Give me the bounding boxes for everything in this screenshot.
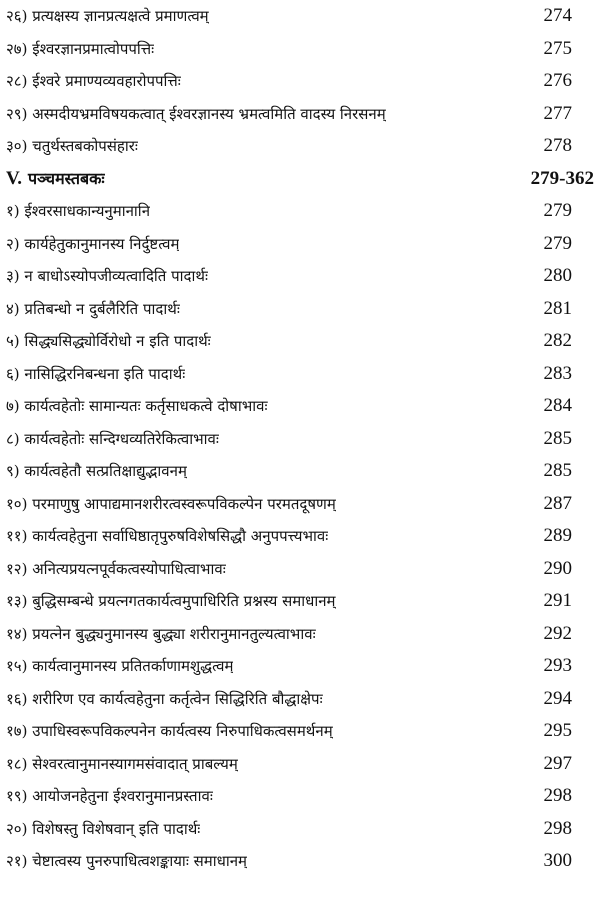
toc-entry-16 xyxy=(0,683,600,716)
toc-entry-page: 290 xyxy=(543,557,572,579)
section-title: पञ्चमस्तबकः xyxy=(28,168,105,188)
toc-entry-title: १३) बुद्धिसम्बन्धे प्रयत्नगतकार्यत्वमुपाधिरिति प्रश्नस्य समाधानम् xyxy=(6,592,336,610)
toc-entry-title: ११) कार्यत्वहेतुना सर्वाधिष्ठातृपुरुषविशेषसिद्धौ अनुपपत्त्यभावः xyxy=(6,527,329,545)
toc-entry-page: 285 xyxy=(543,427,572,449)
toc-entry-title: ८) कार्यत्वहेतोः सन्दिग्धव्यतिरेकित्वाभावः xyxy=(6,429,219,448)
toc-entry-page: 275 xyxy=(543,37,572,59)
toc-entry-title: १७) उपाधिस्वरूपविकल्पनेन कार्यत्वस्य निरुपाधिकत्वसमर्थनम् xyxy=(6,722,333,740)
toc-entry-title: २८) ईश्वरे प्रमाण्यव्यवहारोपपत्तिः xyxy=(6,72,181,90)
toc-entry-page: 289 xyxy=(543,525,572,546)
toc-entry-page: 282 xyxy=(543,330,572,351)
toc-entry-18 xyxy=(0,748,600,781)
toc-entry-5 xyxy=(0,325,600,358)
toc-entry-page: 281 xyxy=(543,297,572,319)
toc-entry-page: 284 xyxy=(543,395,572,416)
toc-entry-8 xyxy=(0,423,600,456)
toc-entry-title: ९) कार्यत्वहेतौ सत्प्रतिक्षाद्युद्भावनम् xyxy=(6,462,187,480)
toc-entry-page: 279 xyxy=(543,232,572,254)
toc-entry-title: १०) परमाणुषु आपाद्यमानशरीरत्वस्वरूपविकल्पेन परमतदूषणम् xyxy=(6,494,336,513)
toc-entry-page: 276 xyxy=(543,70,572,91)
toc-entry-page: 300 xyxy=(543,850,572,871)
toc-entry-page: 293 xyxy=(543,655,572,676)
toc-entry-page: 287 xyxy=(543,492,572,514)
toc-entry-page: 298 xyxy=(543,785,572,806)
toc-entry-6 xyxy=(0,358,600,391)
toc-entry-17 xyxy=(0,715,600,748)
toc-entry-13 xyxy=(0,585,600,618)
section-title-group xyxy=(6,163,105,196)
toc-entry-page: 274 xyxy=(543,5,572,26)
toc-entry-1 xyxy=(0,195,600,228)
toc-entry-29 xyxy=(0,98,600,131)
toc-entry-title: २१) चेष्टात्वस्य पुनरुपाधित्वशङ्कायाः समाधानम् xyxy=(6,852,248,870)
toc-entry-title: १) ईश्वरसाधकान्यनुमानानि xyxy=(6,202,151,220)
toc-entry-7 xyxy=(0,390,600,423)
toc-entry-title: २९) अस्मदीयभ्रमविषयकत्वात् ईश्वरज्ञानस्य भ्रमत्वमिति वादस्य निरसनम् xyxy=(6,104,386,123)
toc-entry-title: ३) न बाधोऽस्योपजीव्यत्वादिति पादार्थः xyxy=(6,267,208,285)
toc-entry-title: १८) सेश्वरत्वानुमानस्यागमसंवादात् प्राबल्यम् xyxy=(6,754,238,773)
toc-entry-title: १९) आयोजनहेतुना ईश्वरानुमानप्रस्तावः xyxy=(6,787,213,805)
toc-entry-title: १२) अनित्यप्रयत्नपूर्वकत्वस्योपाधित्वाभावः xyxy=(6,559,226,578)
toc-entry-4 xyxy=(0,293,600,326)
toc-entry-26 xyxy=(0,0,600,33)
toc-entry-27 xyxy=(0,33,600,66)
section-page-range: 279-362 xyxy=(530,167,594,189)
toc-entry-page: 292 xyxy=(543,622,572,644)
toc-entry-title: २०) विशेषस्तु विशेषवान् इति पादार्थः xyxy=(6,819,201,838)
toc-entry-15 xyxy=(0,650,600,683)
toc-entry-21 xyxy=(0,845,600,878)
section-roman-numeral: V. xyxy=(6,167,23,189)
toc-entry-10 xyxy=(0,488,600,521)
toc-entry-title: ३०) चतुर्थस्तबकोपसंहारः xyxy=(6,137,138,155)
toc-entry-title: ४) प्रतिबन्धो न दुर्बलैरिति पादार्थः xyxy=(6,299,180,318)
toc-entry-title: २७) ईश्वरज्ञानप्रमात्वोपपत्तिः xyxy=(6,39,155,58)
toc-entry-page: 285 xyxy=(543,460,572,481)
toc-entry-page: 291 xyxy=(543,590,572,611)
section-heading xyxy=(0,163,600,196)
toc-entry-page: 279 xyxy=(543,200,572,221)
toc-entry-title: १४) प्रयत्नेन बुद्ध्यनुमानस्य बुद्ध्या शरीरानुमानतुल्यत्वाभावः xyxy=(6,624,316,643)
toc-entry-title: ७) कार्यत्वहेतोः सामान्यतः कर्तृसाधकत्वे दोषाभावः xyxy=(6,397,268,415)
toc-entry-title: १६) शरीरिण एव कार्यत्वहेतुना कर्तृत्वेन सिद्धिरिति बौद्धाक्षेपः xyxy=(6,689,323,708)
toc-entry-14 xyxy=(0,618,600,651)
toc-entry-30 xyxy=(0,130,600,163)
toc-entry-12 xyxy=(0,553,600,586)
toc-entry-page: 295 xyxy=(543,720,572,741)
toc-entry-title: ६) नासिद्धिरनिबन्धना इति पादार्थः xyxy=(6,364,186,383)
toc-entry-3 xyxy=(0,260,600,293)
toc-entry-page: 283 xyxy=(543,362,572,384)
toc-entry-title: ५) सिद्ध्यसिद्ध्योर्विरोधो न इति पादार्थः xyxy=(6,332,211,350)
toc-entry-page: 297 xyxy=(543,752,572,774)
toc-entry-9 xyxy=(0,455,600,488)
toc-entry-page: 278 xyxy=(543,135,572,156)
toc-entry-28 xyxy=(0,65,600,98)
toc-entry-19 xyxy=(0,780,600,813)
toc-entry-title: २) कार्यहेतुकानुमानस्य निर्दुष्टत्वम् xyxy=(6,234,180,253)
toc-entry-20 xyxy=(0,813,600,846)
toc-entry-title: २६) प्रत्यक्षस्य ज्ञानप्रत्यक्षत्वे प्रमाणत्वम् xyxy=(6,7,209,25)
toc-entry-page: 277 xyxy=(543,102,572,124)
toc-entry-page: 298 xyxy=(543,817,572,839)
toc-entry-2 xyxy=(0,228,600,261)
toc-entry-page: 294 xyxy=(543,687,572,709)
toc-entry-title: १५) कार्यत्वानुमानस्य प्रतितर्काणामशुद्धत्वम् xyxy=(6,657,234,675)
toc-entry-11 xyxy=(0,520,600,553)
toc-entry-page: 280 xyxy=(543,265,572,286)
